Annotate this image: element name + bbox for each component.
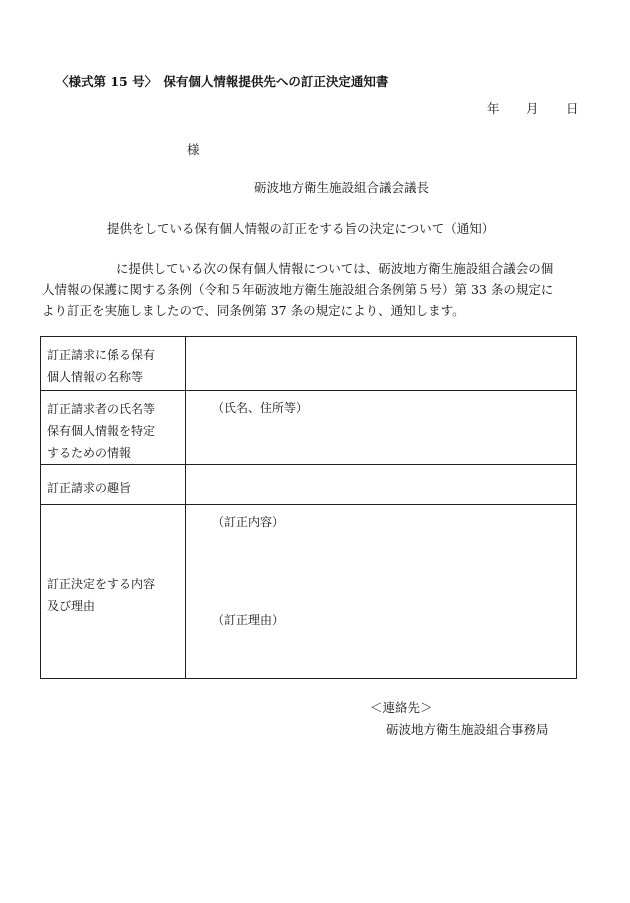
label-line: 訂正請求者の氏名等	[47, 402, 156, 416]
table-row	[41, 337, 577, 391]
label-line: 訂正請求に係る保有	[47, 348, 156, 362]
sender-name: 砺波地方衛生施設組合議会議長	[254, 180, 430, 195]
row-value-requester[interactable]: （氏名、住所等）	[186, 391, 577, 465]
correction-info-table	[40, 336, 577, 679]
row-value-purpose[interactable]	[186, 465, 577, 505]
row-label-info-name	[41, 337, 186, 391]
label-line: 保有個人情報を特定	[47, 424, 156, 438]
label-line: するための情報	[47, 446, 132, 460]
row-label-purpose	[41, 465, 186, 505]
row-label-requester	[41, 391, 186, 465]
contact-label: ＜連絡先＞	[370, 700, 433, 715]
subject-line: 提供をしている保有個人情報の訂正をする旨の決定について（通知）	[107, 221, 495, 236]
row-value-decision[interactable]	[186, 505, 577, 679]
table-row	[41, 505, 577, 679]
body-line: に提供している次の保有個人情報については、砺波地方衛生施設組合議会の個	[116, 261, 554, 276]
label-line: 訂正請求の趣旨	[47, 481, 132, 495]
row-label-decision	[41, 505, 186, 679]
contact-office: 砺波地方衛生施設組合事務局	[386, 722, 549, 737]
label-line: 個人情報の名称等	[47, 370, 144, 384]
row-value-info-name[interactable]	[186, 337, 577, 391]
date-month: 月	[526, 101, 539, 116]
date-year: 年	[487, 101, 500, 116]
correction-content-label: （訂正内容）	[212, 515, 285, 529]
table-row	[41, 465, 577, 505]
correction-reason-label: （訂正理由）	[212, 613, 285, 627]
date-day: 日	[566, 101, 579, 116]
label-line: 訂正決定をする内容	[47, 577, 156, 591]
body-paragraph	[42, 258, 582, 321]
body-line: 人情報の保護に関する条例（令和５年砺波地方衛生施設組合条例第５号）第 33 条の規定に	[42, 282, 554, 297]
recipient-honorific: 様	[187, 142, 200, 157]
label-line: 及び理由	[47, 599, 96, 613]
form-title: 〈様式第 15 号〉 保有個人情報提供先への訂正決定通知書	[56, 74, 389, 89]
body-line: より訂正を実施しましたので、同条例第 37 条の規定により、通知します。	[42, 303, 465, 318]
table-row	[41, 391, 577, 465]
